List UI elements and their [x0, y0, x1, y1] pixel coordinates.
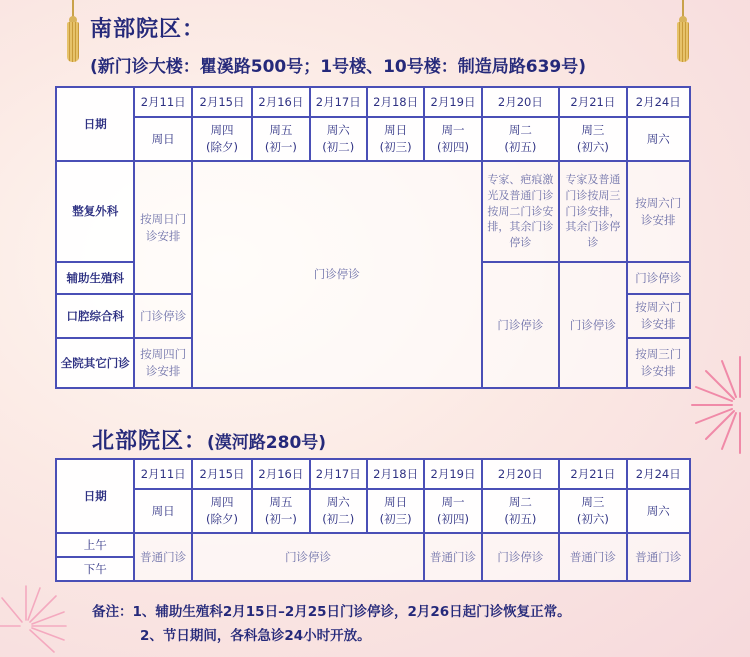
dept-plastic-surgery: 整复外科: [56, 161, 134, 262]
date-cell: 2月18日: [367, 459, 424, 489]
weekday-cell: 周五 (初一): [252, 489, 309, 533]
tassel-icon: [676, 0, 690, 62]
schedule-cell: 按周六门诊安排: [627, 294, 690, 338]
weekday-cell: 周六 (初二): [310, 117, 367, 161]
date-cell: 2月17日: [310, 87, 367, 117]
weekday-cell: 周四 (除夕): [192, 117, 252, 161]
note-line-2: 2、节日期间，各科急诊24小时开放。: [140, 628, 371, 644]
date-label: 日期: [56, 459, 134, 533]
date-cell: 2月20日: [482, 459, 559, 489]
closed-cell: 门诊停诊: [559, 262, 626, 388]
weekday-cell: 周二 (初五): [482, 117, 559, 161]
weekday-cell: 周二 (初五): [482, 489, 559, 533]
closed-cell: 门诊停诊: [192, 161, 482, 388]
am-label: 上午: [56, 533, 134, 557]
weekday-cell: 周日 (初三): [367, 489, 424, 533]
schedule-cell: 普通门诊: [134, 533, 191, 581]
schedule-cell: 专家、疤痕激光及普通门诊按周二门诊安排，其余门诊停诊: [482, 161, 559, 262]
dept-reproductive: 辅助生殖科: [56, 262, 134, 294]
weekday-cell: 周六: [627, 117, 690, 161]
date-cell: 2月16日: [252, 87, 309, 117]
schedule-cell: 普通门诊: [627, 533, 690, 581]
date-cell: 2月20日: [482, 87, 559, 117]
closed-cell: 门诊停诊: [627, 262, 690, 294]
weekday-cell: 周六: [627, 489, 690, 533]
closed-cell: 门诊停诊: [482, 533, 559, 581]
date-cell: 2月24日: [627, 459, 690, 489]
south-campus-address: (新门诊大楼：瞿溪路500号；1号楼、10号楼：制造局路639号): [90, 57, 586, 77]
schedule-cell: 普通门诊: [559, 533, 626, 581]
date-cell: 2月16日: [252, 459, 309, 489]
schedule-cell: 按周四门诊安排: [134, 338, 191, 388]
date-cell: 2月18日: [367, 87, 424, 117]
schedule-cell: 按周六门诊安排: [627, 161, 690, 262]
tassel-icon: [66, 0, 80, 62]
date-cell: 2月17日: [310, 459, 367, 489]
date-label: 日期: [56, 87, 134, 161]
weekday-cell: 周日: [134, 117, 191, 161]
date-cell: 2月24日: [627, 87, 690, 117]
weekday-cell: 周三 (初六): [559, 489, 626, 533]
closed-cell: 门诊停诊: [134, 294, 191, 338]
closed-cell: 门诊停诊: [482, 262, 559, 388]
date-cell: 2月11日: [134, 87, 191, 117]
weekday-cell: 周一 (初四): [424, 117, 481, 161]
schedule-cell: 专家及普通门诊按周三门诊安排，其余门诊停诊: [559, 161, 626, 262]
closed-cell: 门诊停诊: [192, 533, 424, 581]
weekday-cell: 周六 (初二): [310, 489, 367, 533]
schedule-cell: 按周日门诊安排: [134, 161, 191, 294]
pm-label: 下午: [56, 557, 134, 581]
weekday-cell: 周日: [134, 489, 191, 533]
north-campus-title: 北部院区：(漠河路280号): [92, 429, 327, 454]
date-cell: 2月19日: [424, 459, 481, 489]
weekday-cell: 周日 (初三): [367, 117, 424, 161]
weekday-cell: 周四 (除夕): [192, 489, 252, 533]
date-cell: 2月19日: [424, 87, 481, 117]
date-cell: 2月11日: [134, 459, 191, 489]
firework-icon: [688, 350, 750, 460]
weekday-cell: 周三 (初六): [559, 117, 626, 161]
note-line-1: 备注：1、辅助生殖科2月15日–2月25日门诊停诊，2月26日起门诊恢复正常。: [92, 604, 571, 620]
date-cell: 2月15日: [192, 459, 252, 489]
date-cell: 2月21日: [559, 459, 626, 489]
south-schedule-table: [55, 86, 691, 389]
north-schedule-table: [55, 458, 691, 582]
date-cell: 2月21日: [559, 87, 626, 117]
dept-oral: 口腔综合科: [56, 294, 134, 338]
date-cell: 2月15日: [192, 87, 252, 117]
schedule-cell: 按周三门诊安排: [627, 338, 690, 388]
weekday-cell: 周五 (初一): [252, 117, 309, 161]
south-campus-title: 南部院区：: [90, 17, 206, 42]
schedule-cell: 普通门诊: [424, 533, 481, 581]
weekday-cell: 周一 (初四): [424, 489, 481, 533]
dept-other-clinics: 全院其它门诊: [56, 338, 134, 388]
